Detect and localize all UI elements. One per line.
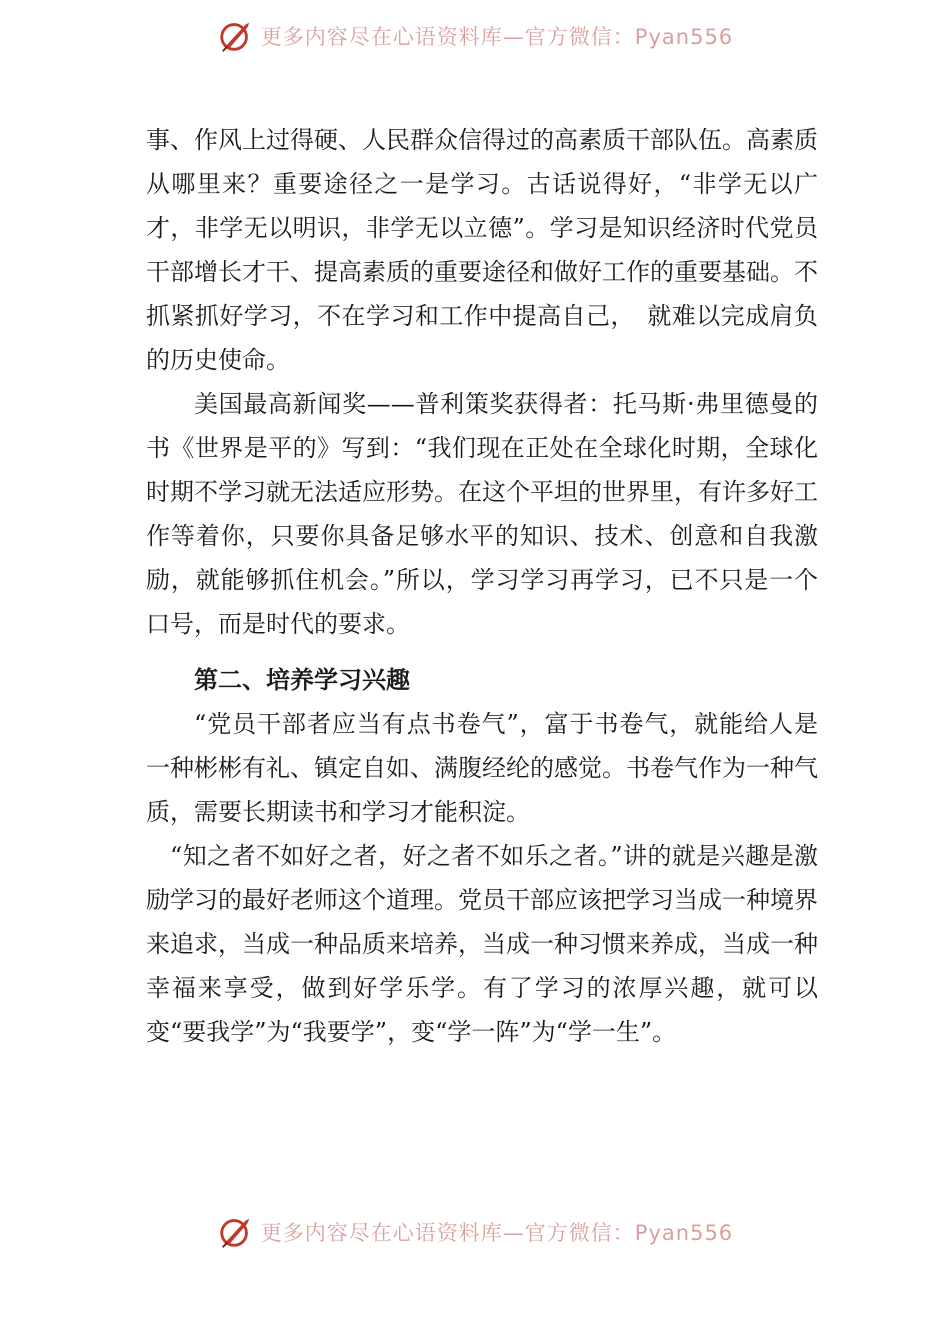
header-watermark	[0, 14, 950, 58]
header-watermark-text: 更多内容尽在心语资料库—官方微信：Pyan556	[260, 25, 734, 49]
pen-logo-icon	[217, 17, 255, 55]
footer-watermark-text: 更多内容尽在心语资料库—官方微信：Pyan556	[260, 1221, 734, 1245]
paragraph: “党员干部者应当有点书卷气”，富于书卷气，就能给人是一种彬彬有礼、镇定自如、满腹经纶的感觉。书卷气作为一种气质，需要长期读书和学习才能积淀。	[146, 710, 818, 826]
document-body	[146, 118, 818, 1054]
paragraph: 美国最高新闻奖——普利策奖获得者：托马斯·弗里德曼的书《世界是平的》写到：“我们现在正处在全球化时期，全球化时期不学习就无法适应形势。在这个平坦的世界里，有许多好工作等着你，只要你具备足够水平的知识、技术、创意和自我激励，就能够抓住机会。”所以，学习学习再学习，已不只是一个口号，而是时代的要求。	[146, 390, 818, 638]
pen-logo-icon	[217, 1213, 255, 1251]
paragraph: “知之者不如好之者，好之者不如乐之者。”讲的就是兴趣是激励学习的最好老师这个道理。党员干部应该把学习当成一种境界来追求，当成一种品质来培养，当成一种习惯来养成，当成一种幸福来享受，做到好学乐学。有了学习的浓厚兴趣，就可以变“要我学”为“我要学”，变“学一阵”为“学一生”。	[146, 842, 818, 1046]
section-heading: 第二、培养学习兴趣	[194, 666, 410, 694]
footer-watermark	[0, 1210, 950, 1254]
paragraph: 事、作风上过得硬、人民群众信得过的高素质干部队伍。高素质从哪里来？重要途径之一是学习。古话说得好，“非学无以广才，非学无以明识，非学无以立德”。学习是知识经济时代党员干部增长才干、提高素质的重要途径和做好工作的重要基础。不抓紧抓好学习，不在学习和工作中提高自己， 就难以完成肩负的历史使命。	[146, 126, 818, 374]
